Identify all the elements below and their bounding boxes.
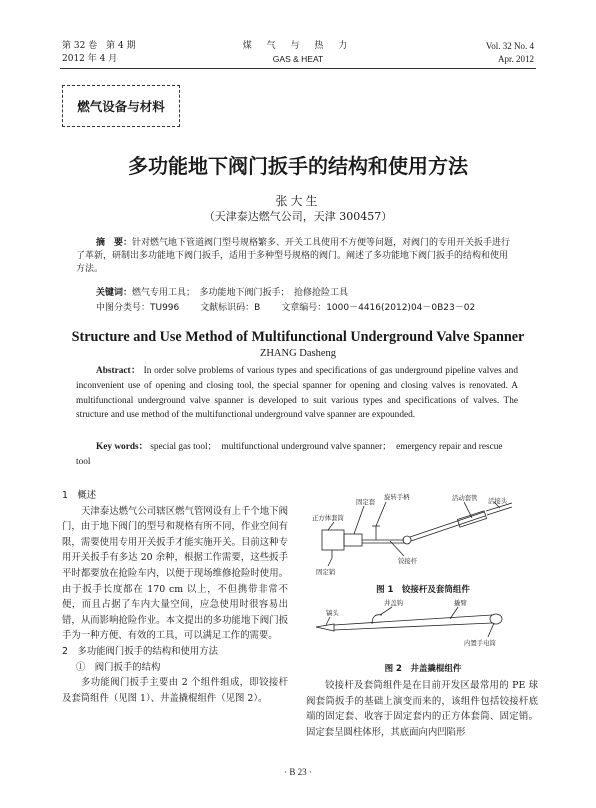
section-1-paragraph: 天津泰达燃气公司辖区燃气管网设有上千个地下阀门，由于地下阀门的型号和规格有所不同，作业空间有限，需要使用专用开关扳手才能实施开关。目前这种专用开关扳手有多达 20 余种，根据工作需要，这些扳手平时都要放在抢险车内，以便于现场维修抢险时使用。由于扳手长度都在 170 cm 以上，不但携带非常不便，而且占据了车内大量空间，应急使用时很容易出错，从而影响抢险作业。本文提出的多功能地下阀门扳手为一种方便、有效的工具，可以满足工作的需要。 (62, 505, 288, 642)
pry-arm-lower (334, 623, 492, 630)
body-left-column (62, 488, 288, 706)
label-movable-sleeve: 活动套管 (452, 494, 478, 502)
journal-title-en: GAS & HEAT (272, 54, 324, 64)
article-number: 文章编号：1000－4416(2012)04－0B23－02 (281, 303, 476, 313)
label-hinge-rod: 铰接杆 (398, 557, 418, 565)
figure-1-diagram (312, 490, 534, 580)
handle-end-shape (490, 614, 502, 624)
keywords-cn-label: 关键词： (96, 288, 133, 298)
abstract-en-text: In order solve problems of various types and specifications of gas underground pipeline valves and inconvenient use of opening and closing tool, the special spanner for opening and closing valves is renovated. A multifunctional underground valve spanner is developed to suit various types and specifications of valves. The structure and use method of the multifunctional underground valve spanner are expounded. (76, 366, 518, 421)
label-inner-flashlight: 内置手电筒 (464, 639, 496, 647)
abstract-cn-label: 摘 要： (96, 238, 133, 248)
header-date-cn: 2012 年 4 月 (62, 54, 118, 64)
body-right-paragraph: 铰接杆及套筒组件是在目前开发区最常用的 PE 球阀套筒扳手的基础上演变而来的，该组件包括铰接杆底端的固定套、收容于固定套内的正方体套筒、固定销。固定套呈圆柱体形，其底面向内凹陷形 (306, 680, 538, 738)
clc-number: 中图分类号：TU996 (96, 303, 180, 313)
article-title-cn: 多功能地下阀门扳手的结构和使用方法 (128, 154, 468, 178)
header-divider (60, 68, 536, 69)
document-code: 文献标识码：B (200, 303, 261, 313)
hinge-joint-shape (403, 536, 411, 544)
pry-arm-upper (334, 615, 492, 625)
keywords-en-text: special gas tool； multifunctional underground valve spanner； emergency repair and rescue tool (76, 442, 503, 467)
section-badge (62, 85, 180, 127)
classification-row (96, 300, 493, 313)
cube-socket-shape (322, 530, 344, 550)
abstract-en-label: Abstract： (96, 366, 141, 376)
header-date-en: Apr. 2012 (498, 54, 534, 64)
journal-title-cn: 煤 气 与 热 力 (242, 41, 354, 51)
affiliation-cn: （天津泰达燃气公司，天津 300457） (203, 210, 393, 223)
section-2-paragraph: 多功能阀门扳手主要由 2 个组件组成，即铰接杆及套筒组件（见图 1）、井盖撬棍组件（见图 2）。 (62, 677, 288, 704)
label-slide-head: 活接头 (488, 497, 508, 505)
author-cn: 张大生 (275, 194, 321, 208)
rotating-arm-shape (410, 512, 484, 537)
fixed-sleeve-shape (344, 534, 362, 546)
label-pry-arm: 撬臂 (454, 599, 467, 607)
keywords-en-label: Key words： (96, 442, 148, 452)
header-vol-en (486, 40, 534, 66)
section-2-heading: 2 多功能阀门扳手的结构和使用方法 (62, 645, 218, 657)
keywords-cn-text: 燃气专用工具； 多功能地下阀门扳手； 抢修抢险工具 (132, 288, 349, 298)
keywords-en (76, 440, 518, 470)
page-number: · B 23 · (284, 767, 312, 777)
abstract-en (76, 364, 518, 423)
abstract-cn-text: 针对燃气地下管道阀门型号规格繁多、开关工具使用不方便等问题，对阀门的专用开关扳手进行了革新，研制出多功能地下阀门扳手，适用于多种型号规格的阀门。阐述了多功能地下阀门扳手的结构和使用方法。 (76, 238, 511, 274)
label-pick-head: 镐头 (326, 609, 339, 617)
section-2-subheading: ① 阀门扳手的结构 (76, 661, 161, 673)
label-fixed-sleeve: 固定套 (356, 498, 376, 506)
label-cube-socket: 正方体套筒 (312, 514, 344, 522)
author-en: ZHANG Dasheng (259, 348, 337, 359)
label-fixed-pin: 固定销 (316, 568, 336, 576)
header-volume: 第 32 卷 第 4 期 (62, 41, 136, 51)
section-badge-label: 燃气设备与材料 (77, 99, 165, 114)
figure-2-caption: 图 2 井盖撬棍组件 (384, 664, 462, 674)
article-title-en: Structure and Use Method of Multifunctional Underground Valve Spanner (71, 329, 525, 345)
figure-1-caption: 图 1 铰接杆及套筒组件 (376, 585, 470, 595)
header-vol-no: Vol. 32 No. 4 (485, 41, 534, 51)
figure-2-diagram (312, 597, 534, 657)
movable-sleeve-shape (457, 511, 486, 527)
label-cover-hook: 井盖钩 (384, 599, 404, 607)
abstract-cn (76, 237, 516, 276)
pick-head-shape (316, 624, 334, 631)
label-rotating-handle: 旋转手柄 (384, 493, 410, 501)
keywords-cn (96, 285, 348, 298)
section-1-heading: 1 概述 (62, 490, 97, 501)
